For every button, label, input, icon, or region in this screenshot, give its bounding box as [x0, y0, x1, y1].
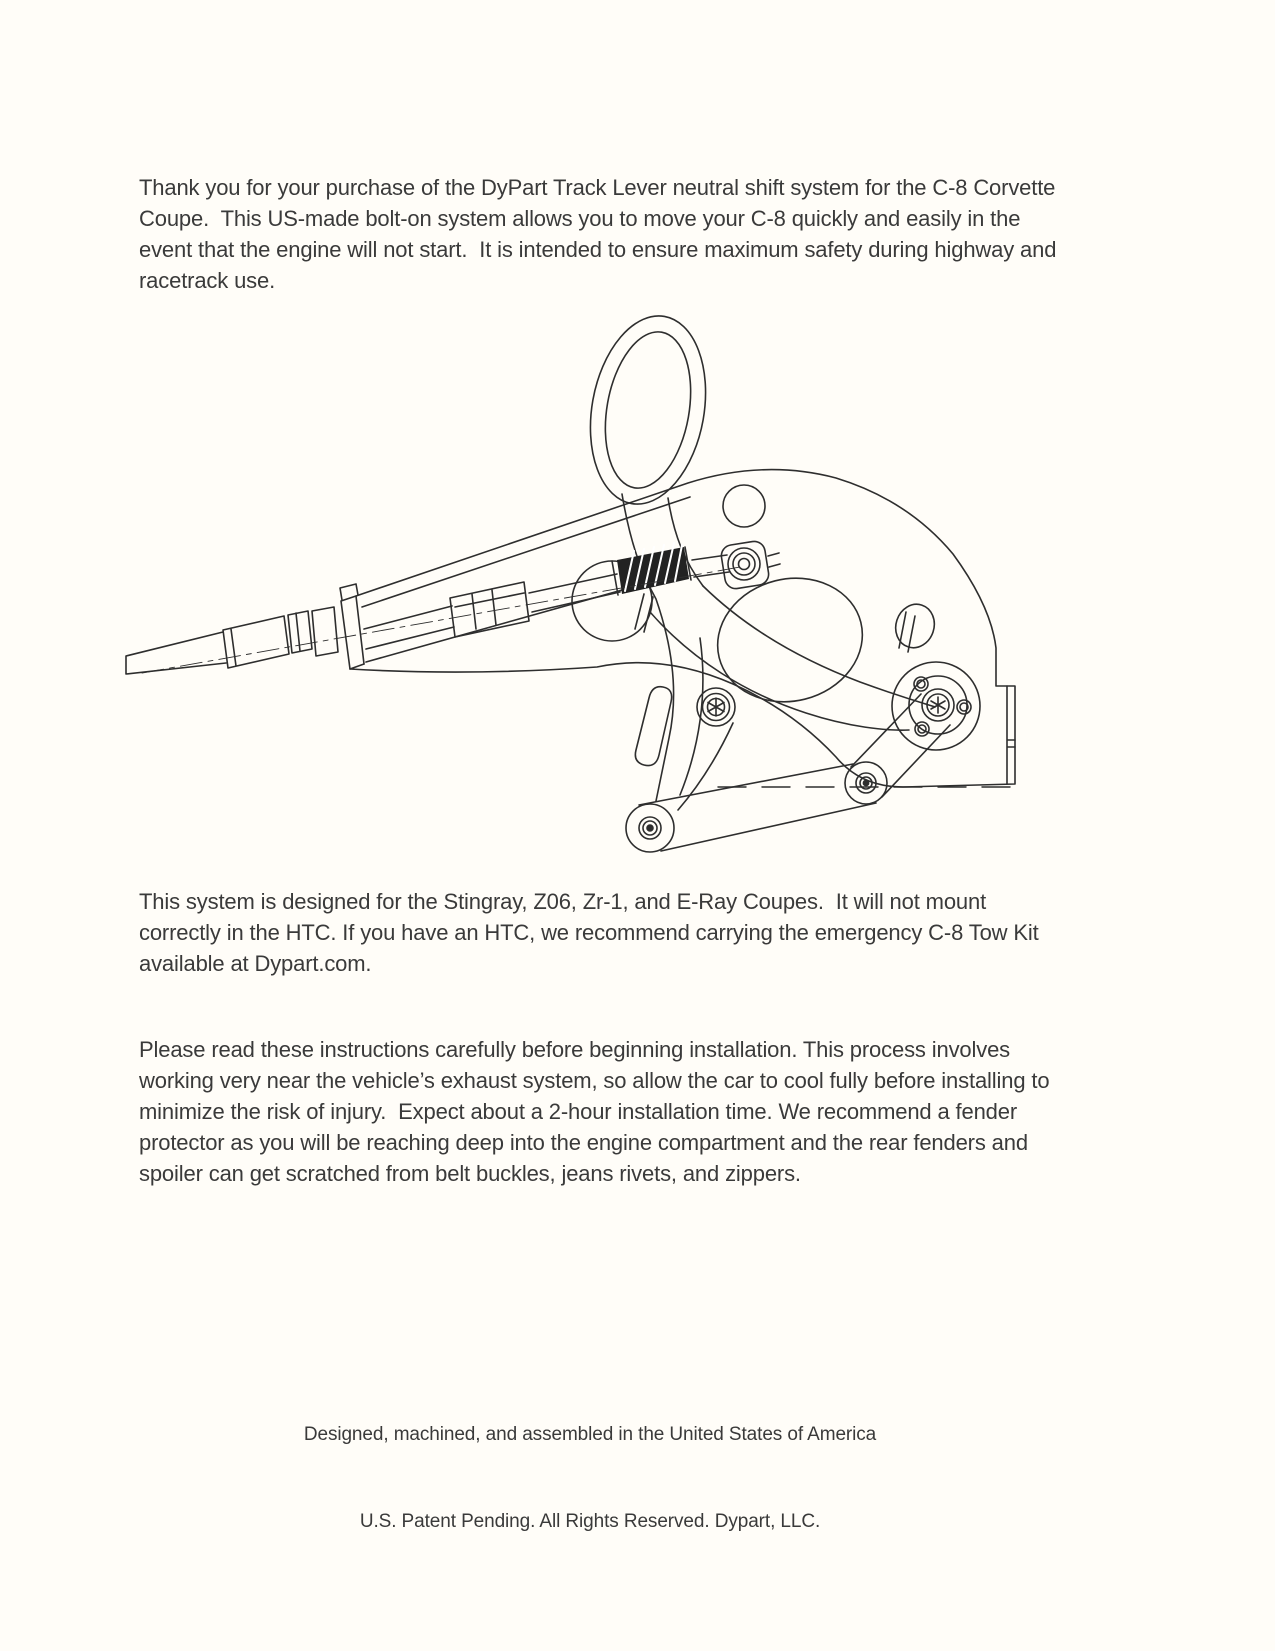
plate-right-hole: [890, 599, 940, 653]
page-footer: [140, 1362, 1040, 1594]
paragraph-compatibility: This system is designed for the Stingray, Z06, Zr-1, and E-Ray Coupes. It will not mount correctly in the HTC. If you have an HTC, we recommend carrying the emergency C-8 Tow Kit available at Dypart.com.: [139, 889, 1045, 976]
release-cable: [126, 632, 226, 674]
cable-centerline: [142, 567, 740, 673]
pull-ring: [576, 307, 719, 514]
lever-arm: [622, 494, 674, 801]
paragraph-warning: Please read these instructions carefully before beginning installation. This process involves working very near the vehicle’s exhaust system, so allow the car to cool fully before installing to minimize the risk of injury. Expect about a 2-hour installation time. We recommend a fender protector as you will be reaching deep into the engine compartment and the rear fenders and spoiler can get scratched from belt buckles, jeans rivets, and zippers.: [139, 1037, 1056, 1186]
torx-bolt-right: [909, 676, 971, 736]
pivot-middle: [845, 762, 887, 804]
footer-made-in-usa: Designed, machined, and assembled in the United States of America: [303, 1424, 877, 1445]
paragraph-intro: Thank you for your purchase of the DyPart Track Lever neutral shift system for the C-8 Corvette Coupe. This US-made bolt-on system allows you to move your C-8 quickly and easily in the event that the engine will not start. It is intended to ensure maximum safety during highway and racetrack use.: [139, 175, 1063, 293]
plate-top-hole: [723, 485, 765, 527]
cable-ferrule: [223, 616, 289, 668]
footer-patent-notice: U.S. Patent Pending. All Rights Reserved. Dypart, LLC.: [359, 1511, 821, 1532]
bracket-plate: [341, 470, 1015, 787]
torx-bolt-left: [697, 688, 735, 726]
link-arm-long: [639, 764, 876, 851]
pivot-lower: [626, 804, 674, 852]
assembly-diagram: [100, 300, 1060, 870]
cable-rod: [364, 606, 454, 649]
cable-adjuster: [450, 582, 529, 637]
